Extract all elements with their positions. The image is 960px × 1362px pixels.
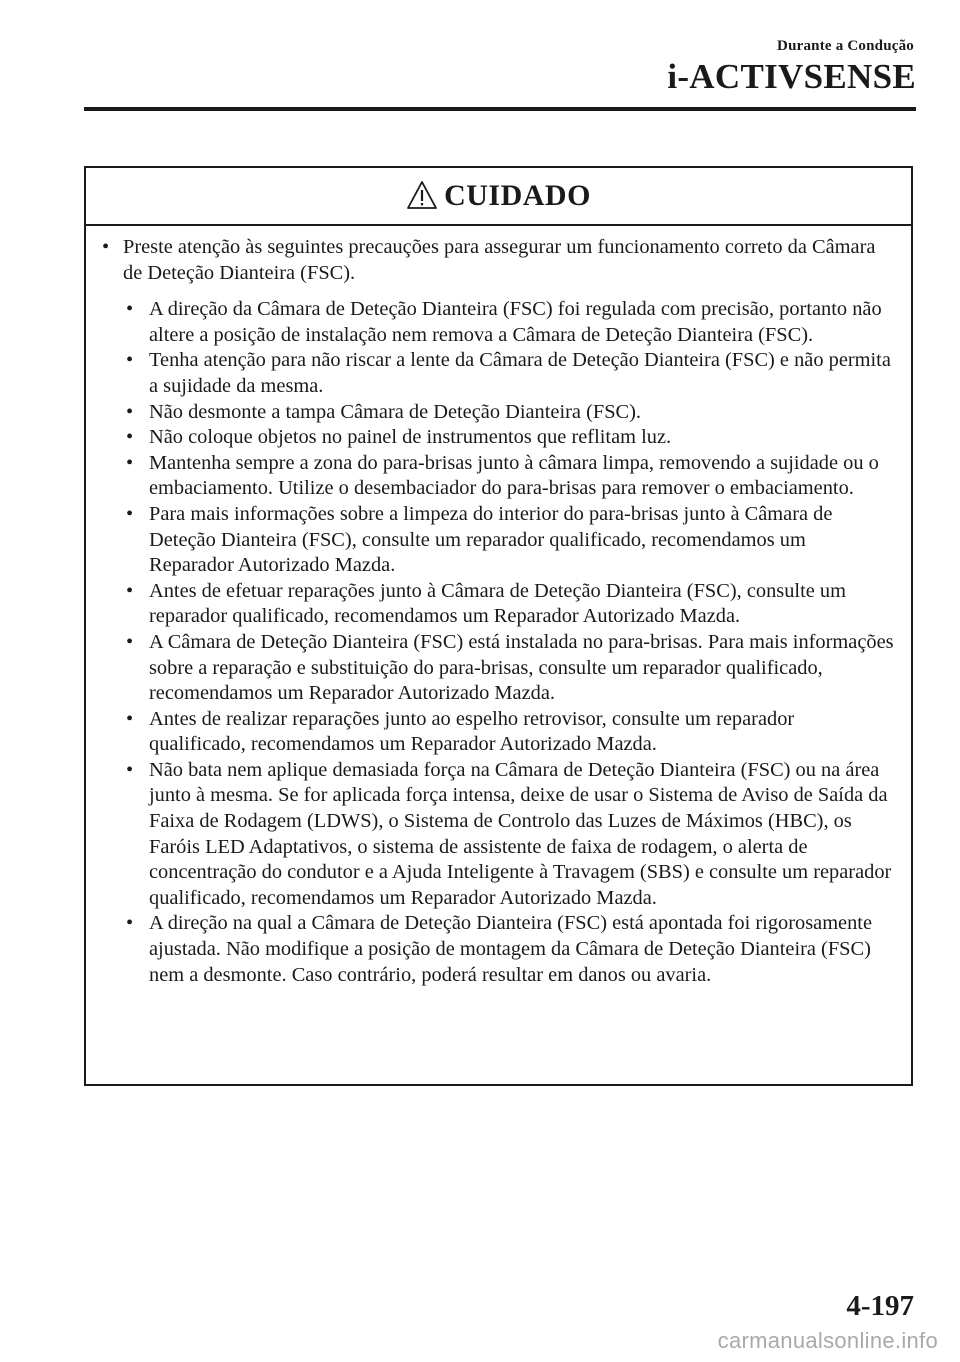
list-item <box>102 348 895 399</box>
list-item <box>102 425 895 451</box>
list-item-text: Não desmonte a tampa Câmara de Deteção Dianteira (FSC). <box>149 400 642 423</box>
list-item-text: Antes de efetuar reparações junto à Câmara de Deteção Dianteira (FSC), consulte um reparador qualificado, recomendamos um Reparador Autorizado Mazda. <box>149 579 846 628</box>
list-item-text: Não coloque objetos no painel de instrumentos que reflitam luz. <box>149 426 672 449</box>
watermark: carmanualsonline.info <box>717 1328 938 1353</box>
list-item-text: A direção na qual a Câmara de Deteção Dianteira (FSC) está apontada foi rigorosamente ajustada. Não modifique a posição de montagem da Câmara de Deteção Dianteira (FSC) nem a desmonte. Caso contrário, poderá resultar em danos ou avaria. <box>149 912 873 986</box>
intro-bullet: • <box>102 236 110 258</box>
list-item-text: Mantenha sempre a zona do para-brisas junto à câmara limpa, removendo a sujidade ou o embaciamento. Utilize o desembaciador do para-brisas para remover o embaciamento. <box>149 451 879 500</box>
page-title: i-ACTIVSENSE <box>667 57 916 96</box>
caution-list <box>102 297 895 988</box>
list-bullet: • <box>126 579 134 602</box>
list-bullet: • <box>126 630 134 653</box>
list-bullet: • <box>126 912 134 935</box>
list-bullet: • <box>126 451 134 474</box>
list-item <box>102 630 895 707</box>
list-bullet: • <box>126 298 134 321</box>
list-bullet: • <box>126 349 134 372</box>
list-item <box>102 758 895 912</box>
list-bullet: • <box>126 707 134 730</box>
list-item-text: Tenha atenção para não riscar a lente da Câmara de Deteção Dianteira (FSC) e não permita a sujidade da mesma. <box>149 349 891 397</box>
warning-triangle-icon <box>406 180 438 210</box>
list-item-text: Não bata nem aplique demasiada força na Câmara de Deteção Dianteira (FSC) ou na área junto à mesma. Se for aplicada força intensa, deixe de usar o Sistema de Aviso de Saída da Faixa de Rodagem (LDWS), o Sistema de Controlo das Luzes de Máximos (HBC), os Faróis LED Adaptativos, o sistema de assistente de faixa de rodagem, o alerta de concentração do condutor e a Ajuda Inteligente à Travagem (SBS) e consulte um reparador qualificado, recomendamos um Reparador Autorizado Mazda. <box>149 758 892 909</box>
page-number: 4-197 <box>846 1290 914 1322</box>
list-item-text: Para mais informações sobre a limpeza do interior do para-brisas junto à Câmara de Deteção Dianteira (FSC), consulte um reparador qualificado, recomendamos um Reparador Autorizado Mazda. <box>149 502 833 577</box>
list-bullet: • <box>126 758 134 781</box>
caution-box <box>84 166 913 1086</box>
list-item-text: A Câmara de Deteção Dianteira (FSC) está instalada no para-brisas. Para mais informações sobre a reparação e substituição do para-brisas, consulte um reparador qualificado, recomendamos um Reparador Autorizado Mazda. <box>149 630 894 705</box>
caution-intro <box>102 235 895 286</box>
list-item <box>102 451 895 502</box>
list-item <box>102 911 895 988</box>
list-item <box>102 297 895 348</box>
list-item <box>102 400 895 426</box>
list-item <box>102 707 895 758</box>
caution-title: CUIDADO <box>444 179 591 212</box>
list-item-text: A direção da Câmara de Deteção Dianteira (FSC) foi regulada com precisão, portanto não altere a posição de instalação nem remova a Câmara de Deteção Dianteira (FSC). <box>149 298 882 346</box>
caution-header <box>86 168 911 226</box>
list-bullet: • <box>126 502 134 525</box>
list-item-text: Antes de realizar reparações junto ao espelho retrovisor, consulte um reparador qualificado, recomendamos um Reparador Autorizado Mazda. <box>149 707 795 756</box>
list-bullet: • <box>126 426 134 449</box>
section-label: Durante a Condução <box>777 38 914 54</box>
header-rule <box>84 107 916 111</box>
list-bullet: • <box>126 400 134 423</box>
list-item <box>102 502 895 579</box>
caution-body <box>86 226 911 988</box>
intro-text: Preste atenção às seguintes precauções para assegurar um funcionamento correto da Câmara de Deteção Dianteira (FSC). <box>123 236 876 284</box>
list-item <box>102 579 895 630</box>
